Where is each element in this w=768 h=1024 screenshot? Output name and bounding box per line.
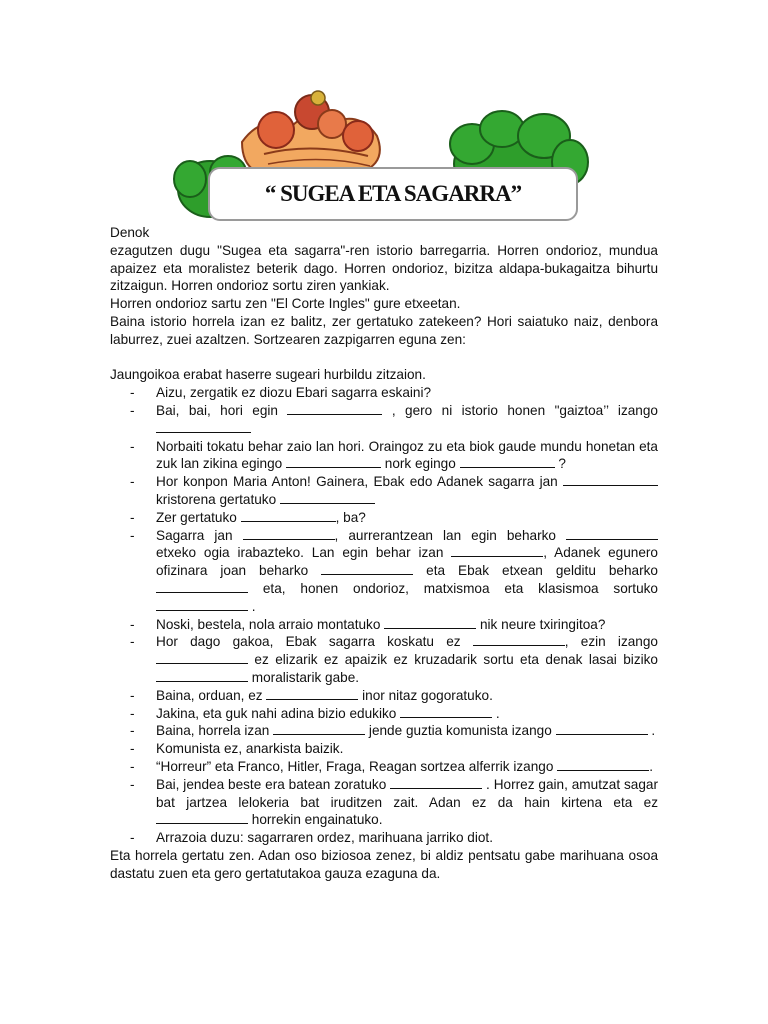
dialogue-item: - Bai, jendea beste era batean zoratuko . Horrez gain, amutzat sagar bat jartzea lelokeria bat iruditzen zait. Adan ez da hain kirtena eta ez horrekin engainatuko.: [130, 776, 658, 828]
dash-marker: -: [130, 474, 135, 490]
fill-blank[interactable]: [451, 544, 543, 557]
fill-blank[interactable]: [280, 491, 375, 504]
fill-blank[interactable]: [563, 473, 658, 486]
dialogue-item: - “Horreur” eta Franco, Hitler, Fraga, Reagan sortzea alferrik izango .: [130, 758, 653, 774]
intro-line: Denok: [110, 225, 150, 240]
ending-paragraph: Eta horrela gertatu zen. Adan oso biziosoa zenez, bi aldiz pentsatu gabe marihuana osoa dastatu zuen eta gero gertatutakoa gauza ezaguna da.: [110, 847, 658, 881]
fill-blank[interactable]: [566, 527, 658, 540]
dash-marker: -: [130, 741, 135, 757]
dialogue-item: - Norbaiti tokatu behar zaio lan hori. Oraingoz zu eta biok gaude mundu honetan eta zuk lan zikina egingo nork egingo ?: [130, 438, 658, 472]
fill-blank[interactable]: [156, 598, 248, 611]
dash-marker: -: [130, 385, 135, 401]
intro-line: Baina istorio horrela izan ez balitz, zer gertatuko zatekeen? Hori saiatuko naiz, denbora laburrez, zuei azaltzen. Sortzearen zazpigarren eguna zen:: [110, 313, 658, 347]
intro-line: Horren ondorioz sartu zen "El Corte Ingles" gure etxeetan.: [110, 296, 461, 312]
dialogue-item: - Hor konpon Maria Anton! Gainera, Ebak edo Adanek sagarra jan kristorena gertatuko: [110, 473, 658, 509]
dash-marker: -: [130, 509, 135, 525]
fill-blank[interactable]: [156, 580, 248, 593]
dialogue-item: - Aizu, zergatik ez diozu Ebari sagarra eskaini?: [130, 385, 432, 401]
fill-blank[interactable]: [286, 455, 381, 468]
fill-blank[interactable]: [156, 669, 248, 682]
dash-marker: -: [130, 438, 135, 454]
paragraph-gap: [110, 349, 658, 367]
dialogue-item: - Zer gertatuko , ba?: [130, 509, 366, 525]
dash-marker: -: [130, 705, 135, 721]
dialogue-item: - Baina, horrela izan jende guztia komunista izango .: [130, 723, 656, 739]
dash-marker: -: [130, 776, 135, 792]
fill-blank[interactable]: [156, 420, 251, 433]
dash-marker: -: [130, 527, 135, 543]
dialogue-item: - Hor dago gakoa, Ebak sagarra koskatu ez , ezin izango ez elizarik ez apaizik ez kruzadarik sortu eta denak lasai biziko moralistarik gabe.: [130, 634, 658, 685]
dash-marker: -: [130, 723, 135, 739]
narration-start: Jaungoikoa erabat haserre sugeari hurbildu zitzaion.: [110, 367, 426, 383]
fill-blank[interactable]: [243, 527, 335, 540]
apple-basket: [242, 91, 380, 174]
fill-blank[interactable]: [156, 651, 248, 664]
story-text: [110, 224, 658, 882]
dialogue-item: - Komunista ez, anarkista baizik.: [130, 741, 344, 757]
fill-blank[interactable]: [557, 758, 649, 771]
fill-blank[interactable]: [460, 455, 555, 468]
page-title: “ SUGEA ETA SAGARRA”: [264, 181, 522, 206]
fill-blank[interactable]: [556, 722, 648, 735]
fill-blank[interactable]: [273, 722, 365, 735]
intro-paragraph: [110, 224, 658, 349]
dialogue-item: - Noski, bestela, nola arraio montatuko nik neure txiringitoa?: [130, 616, 606, 632]
dialogue-item: - Arrazoia duzu: sagarraren ordez, marihuana jarriko diot.: [130, 830, 493, 846]
dash-marker: -: [130, 402, 135, 418]
fill-blank[interactable]: [390, 776, 482, 789]
fill-blank[interactable]: [156, 811, 248, 824]
dialogue-item: - Sagarra jan , aurrerantzean lan egin beharko etxeko ogia irabazteko. Lan egin behar izan , Adanek egunero ofizinara joan beharko eta Ebak etxean gelditu beharko eta, honen ondorioz, matxismoa eta klasismoa sortuko .: [130, 527, 658, 614]
dash-marker: -: [130, 616, 135, 632]
fill-blank[interactable]: [241, 509, 336, 522]
fill-blank[interactable]: [287, 402, 382, 415]
dash-marker: -: [130, 634, 135, 650]
dash-marker: -: [130, 830, 135, 846]
fill-blank[interactable]: [321, 562, 413, 575]
dialogue-list: [110, 384, 658, 847]
title-box: [208, 167, 578, 221]
fill-blank[interactable]: [473, 633, 565, 646]
dialogue-item: - Baina, orduan, ez inor nitaz gogoratuko.: [130, 687, 493, 703]
fill-blank[interactable]: [384, 616, 476, 629]
intro-line: ezagutzen dugu "Sugea eta sagarra"-ren istorio barregarria. Horren ondorioz, mundua apaizez eta moralistez beterik dago. Horren ondorioz, bizitza aldapa-bukagaitza bihurtu zitzaigun. Horren ondorioz sortu ziren yankiak.: [110, 242, 658, 294]
fill-blank[interactable]: [266, 687, 358, 700]
dialogue-item: - Bai, bai, hori egin , gero ni istorio honen "gaiztoa’’ izango: [110, 402, 658, 438]
dialogue-item: - Jakina, eta guk nahi adina bizio edukiko .: [130, 705, 500, 721]
dash-marker: -: [130, 687, 135, 703]
dash-marker: -: [130, 758, 135, 774]
fill-blank[interactable]: [400, 705, 492, 718]
